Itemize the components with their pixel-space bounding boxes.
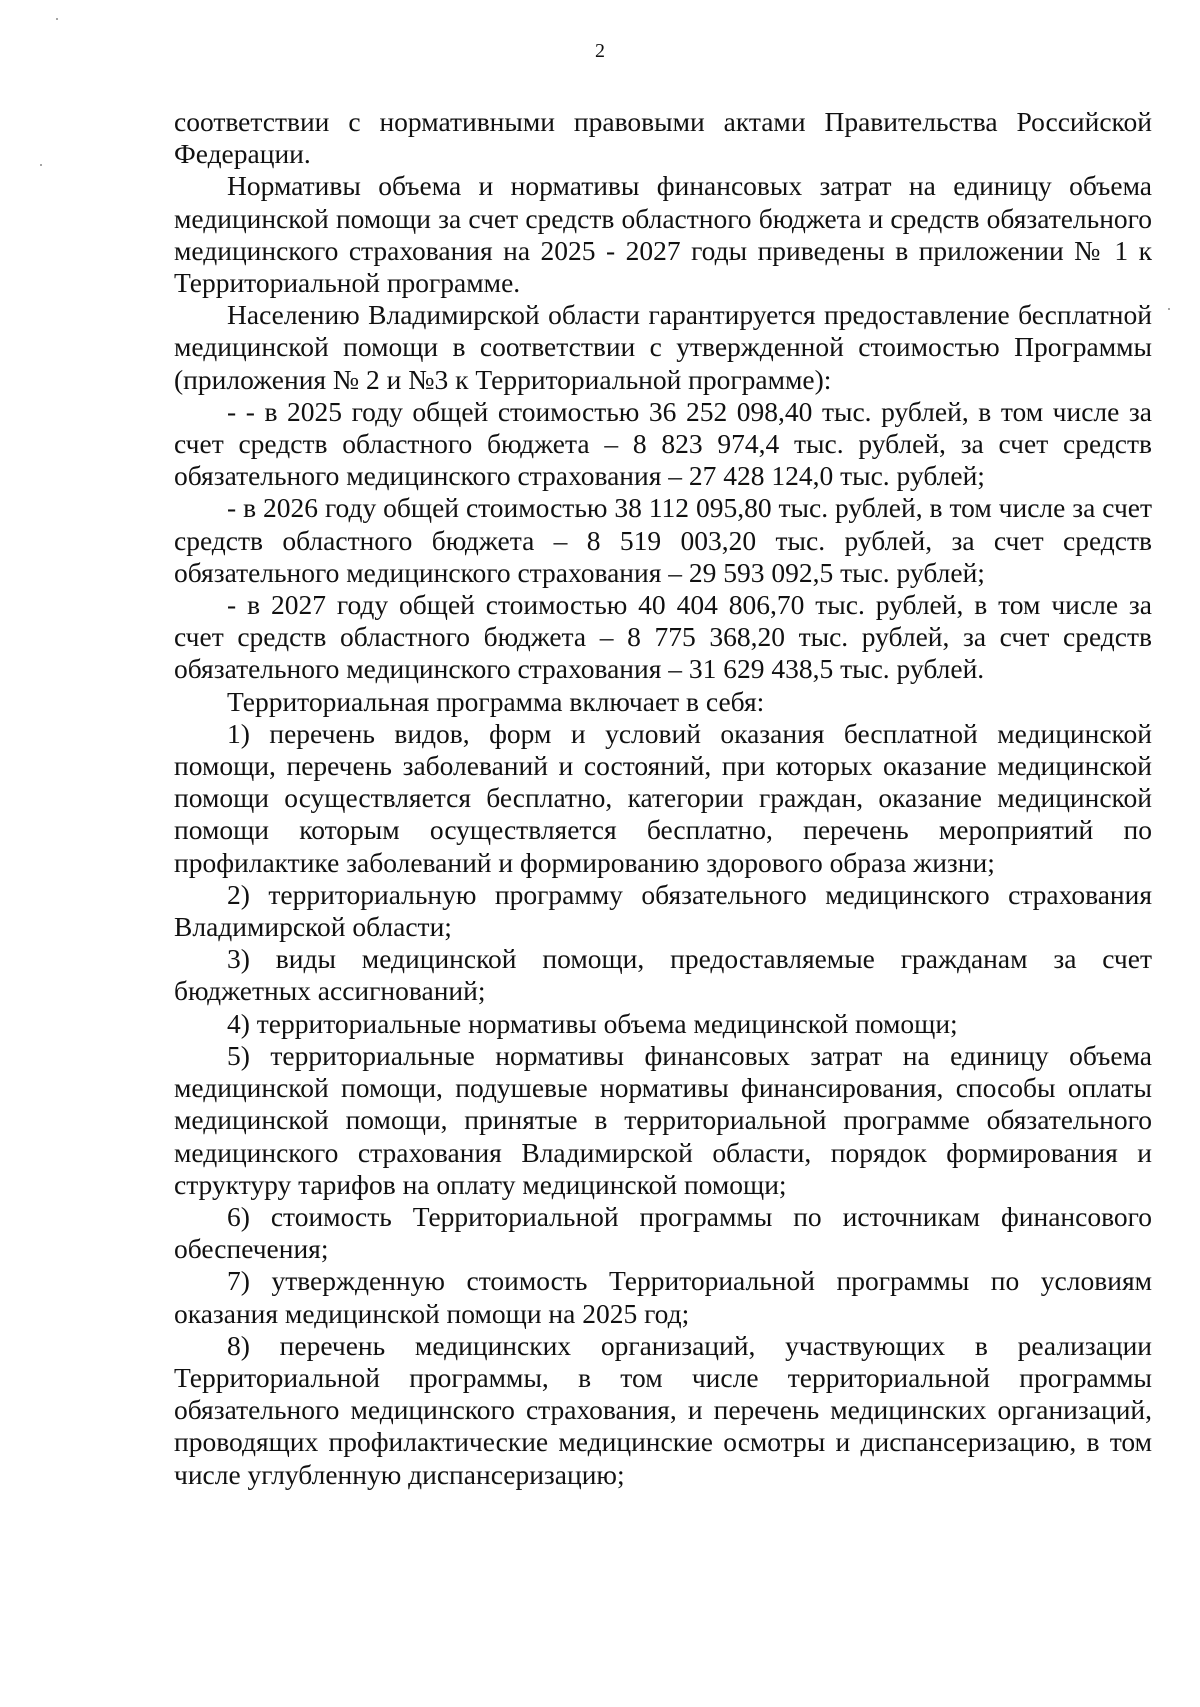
list-item-1: 1) перечень видов, форм и условий оказания бесплатной медицинской помощи, перечень заболеваний и состояний, при которых оказание медицинской помощи осуществляется бесплатно, категории граждан, оказание медицинской помощи которым осуществляется бесплатно, перечень мероприятий по профилактике заболеваний и формированию здорового образа жизни;	[174, 717, 1152, 878]
list-item-8: 8) перечень медицинских организаций, участвующих в реализации Территориальной программы, в том числе территориальной программы обязательного медицинского страхования, и перечень медицинских организаций, проводящих профилактические медицинские осмотры и диспансеризацию, в том числе углубленную диспансеризацию;	[174, 1329, 1152, 1490]
scan-speck	[56, 18, 58, 20]
list-item-cost-2025: - - в 2025 году общей стоимостью 36 252 098,40 тыс. рублей, в том числе за счет средств областного бюджета – 8 823 974,4 тыс. рублей, за счет средств обязательного медицинского страхования – 27 428 124,0 тыс. рублей;	[174, 395, 1152, 492]
list-item-7: 7) утвержденную стоимость Территориальной программы по условиям оказания медицинской помощи на 2025 год;	[174, 1265, 1152, 1329]
list-item-2: 2) территориальную программу обязательного медицинского страхования Владимирской области;	[174, 878, 1152, 943]
page-number: 2	[595, 40, 605, 62]
document-body	[174, 106, 1152, 1491]
paragraph-continuation: соответствии с нормативными правовыми актами Правительства Российской Федерации.	[174, 106, 1152, 170]
paragraph-guarantee: Населению Владимирской области гарантируется предоставление бесплатной медицинской помощи в соответствии с утвержденной стоимостью Программы (приложения № 2 и №3 к Территориальной программе):	[174, 299, 1152, 395]
paragraph-norms: Нормативы объема и нормативы финансовых затрат на единицу объема медицинской помощи за счет средств областного бюджета и средств обязательного медицинского страхования на 2025 - 2027 годы приведены в приложении № 1 к Территориальной программе.	[174, 170, 1152, 299]
list-item-4: 4) территориальные нормативы объема медицинской помощи;	[227, 1007, 958, 1039]
scan-speck	[40, 164, 42, 166]
scan-speck	[1168, 308, 1170, 310]
list-item-cost-2026: - в 2026 году общей стоимостью 38 112 095,80 тыс. рублей, в том числе за счет средств областного бюджета – 8 519 003,20 тыс. рублей, за счет средств обязательного медицинского страхования – 29 593 092,5 тыс. рублей;	[174, 492, 1152, 588]
paragraph-program-includes: Территориальная программа включает в себя:	[227, 685, 765, 717]
list-item-5: 5) территориальные нормативы финансовых затрат на единицу объема медицинской помощи, подушевые нормативы финансирования, способы оплаты медицинской помощи, принятые в территориальной программе обязательного медицинского страхования Владимирской области, порядок формирования и структуру тарифов на оплату медицинской помощи;	[174, 1039, 1152, 1200]
list-item-cost-2027: - в 2027 году общей стоимостью 40 404 806,70 тыс. рублей, в том числе за счет средств областного бюджета – 8 775 368,20 тыс. рублей, за счет средств обязательного медицинского страхования – 31 629 438,5 тыс. рублей.	[174, 589, 1152, 685]
list-item-6: 6) стоимость Территориальной программы по источникам финансового обеспечения;	[174, 1200, 1152, 1265]
list-item-3: 3) виды медицинской помощи, предоставляемые гражданам за счет бюджетных ассигнований;	[174, 943, 1152, 1007]
